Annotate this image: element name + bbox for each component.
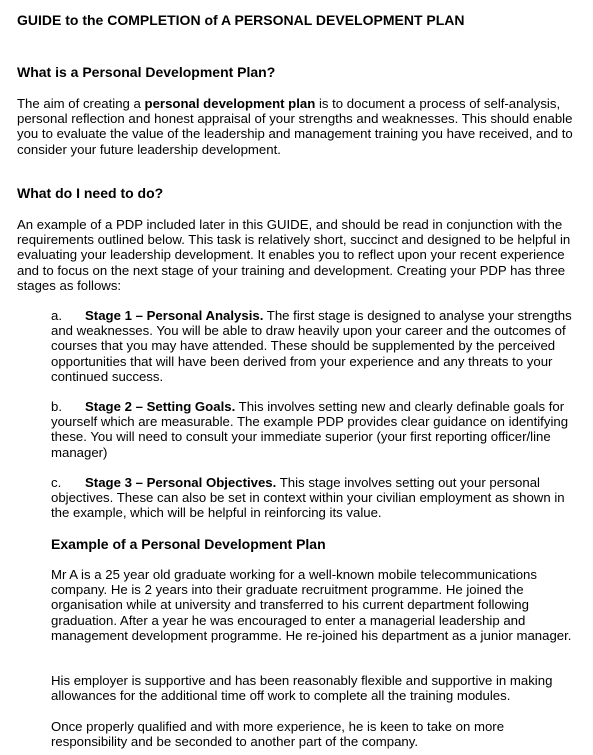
stage-title: Stage 3 – Personal Objectives. — [85, 475, 277, 490]
section-paragraph-pdp-aim — [17, 96, 577, 157]
section-paragraph-intro: An example of a PDP included later in this GUIDE, and should be read in conjunction with the requirements outlined below. This task is relatively short, succinct and designed to be helpful in evaluating your leadership development. It enables you to reflect upon your recent experience and to focus on the next stage of your training and development. Creating your PDP has three stages as follows: — [17, 217, 571, 293]
paragraph-text-start: The aim of creating a — [17, 96, 145, 111]
stage-title: Stage 2 – Setting Goals. — [85, 399, 236, 414]
stage-letter: c. — [51, 475, 62, 490]
example-paragraph-1: Mr A is a 25 year old graduate working for a well-known mobile telecommunications company. He is 2 years into their graduate recruitment programme. He joined the organisation while at university and transferred to his current department following graduation. After a year he was encouraged to enter a managerial leadership and management development programme. He re-joined his department as a junior manager. — [51, 567, 572, 643]
example-paragraph-2: His employer is supportive and has been reasonably flexible and supportive in making allowances for the additional time off work to complete all the training modules. — [51, 673, 553, 704]
paragraph-text-end: is to document a process of self-analysis, personal reflection and honest appraisal of your strengths and weaknesses. This should enable you to evaluate the value of the leadership and management training you have received, and to consider your future leadership development. — [17, 96, 573, 157]
stage-text: The first stage is designed to analyse your strengths and weaknesses. You will be able to draw heavily upon your career and the outcomes of courses that you may have attended. These should be supplemented by the perceived opportunities that will have been derived from your experience and any threats to your continued success. — [51, 308, 572, 384]
stage-letter: a. — [51, 308, 62, 323]
example-heading: Example of a Personal Development Plan — [51, 536, 326, 552]
document-title: GUIDE to the COMPLETION of A PERSONAL DEVELOPMENT PLAN — [17, 12, 465, 28]
section-heading-what-to-do: What do I need to do? — [17, 185, 164, 201]
stage-title: Stage 1 – Personal Analysis. — [85, 308, 264, 323]
stage-text: This stage involves setting out your personal objectives. These can also be set in context within your civilian employment as shown in the example, which will be helpful in reinforcing its value. — [51, 475, 565, 521]
paragraph-bold-term: personal development plan — [144, 96, 316, 111]
stage-text: This involves setting new and clearly definable goals for yourself which are measurable. The example PDP provides clear guidance on identifying these. You will need to consult your immediate superior (your first reporting officer/line manager) — [51, 399, 569, 460]
stage-item-2 — [51, 399, 581, 460]
stage-item-3 — [51, 475, 581, 521]
section-heading-what-is-pdp: What is a Personal Development Plan? — [17, 64, 276, 80]
stage-item-1 — [51, 308, 581, 384]
example-paragraph-3: Once properly qualified and with more experience, he is keen to take on more responsibility and be seconded to another part of the company. — [51, 719, 505, 750]
stage-letter: b. — [51, 399, 62, 414]
